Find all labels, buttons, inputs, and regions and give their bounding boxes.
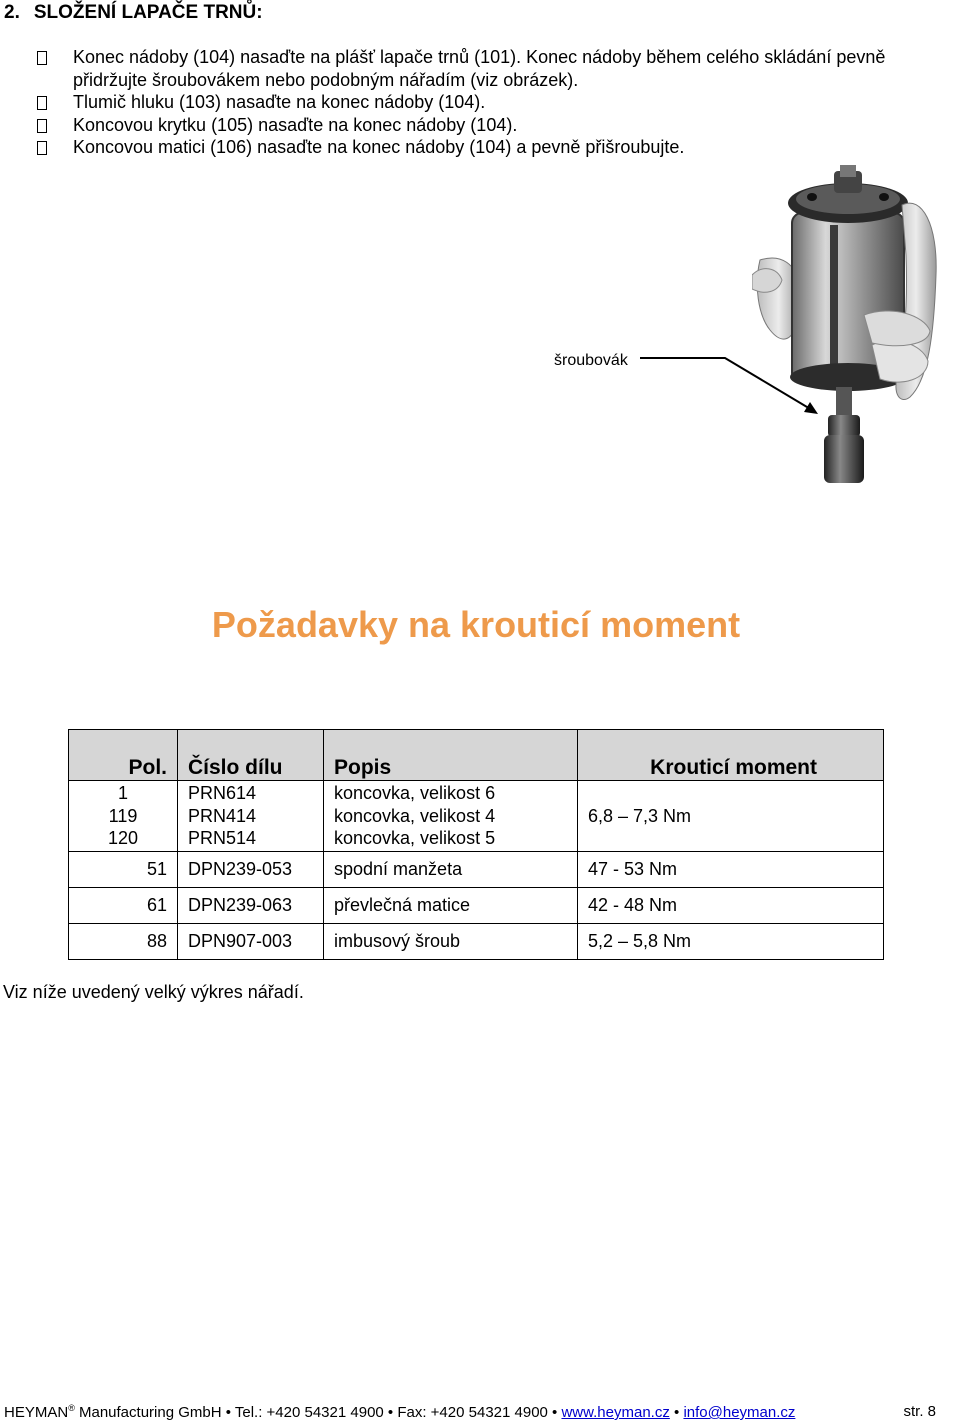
list-item [0, 46, 960, 91]
footer-separator: • [669, 1404, 684, 1421]
registered-mark: ® [68, 1403, 75, 1413]
cell-part: DPN907-003 [178, 924, 324, 960]
cell-value: PRN514 [188, 828, 257, 849]
cell-value: 119 [108, 805, 138, 826]
cell-value: koncovka, velikost 6 [334, 783, 496, 804]
page-number: str. 8 [903, 1403, 936, 1420]
footer-contact: Manufacturing GmbH • Tel.: +420 54321 4900 • Fax: +420 54321 4900 • [74, 1404, 562, 1421]
cell-value: 1 [117, 783, 128, 804]
step-text-line: Koncovou matici (106) nasaďte na konec nádoby (104) a pevně přišroubujte. [73, 137, 685, 157]
cell-value: PRN414 [188, 805, 257, 826]
step-text-line: přidržujte šroubovákem nebo podobným nářadím (viz obrázek). [73, 69, 579, 90]
checkbox-bullet-icon [37, 141, 47, 155]
section-heading [4, 2, 263, 24]
screwdriver-callout-label: šroubovák [554, 352, 628, 369]
cell-value: PRN614 [188, 783, 257, 804]
cell-value: koncovka, velikost 5 [334, 828, 496, 849]
cell-part: DPN239-053 [178, 852, 324, 888]
cell-torque: 42 - 48 Nm [578, 888, 884, 924]
cell-value: koncovka, velikost 4 [334, 805, 496, 826]
cell-pol: 51 [69, 852, 178, 888]
drawing-note: Viz níže uvedený velký výkres nářadí. [3, 982, 304, 1002]
table-row [69, 781, 884, 852]
checkbox-bullet-icon [37, 51, 47, 65]
page-footer [4, 1403, 944, 1421]
cell-desc: imbusový šroub [324, 924, 578, 960]
table-row [69, 852, 884, 888]
cell-pol: 61 [69, 888, 178, 924]
cell-desc: spodní manžeta [324, 852, 578, 888]
checkbox-bullet-icon [37, 96, 47, 110]
section-heading-title: SLOŽENÍ LAPAČE TRNŮ: [33, 2, 263, 23]
step-text-line: Koncovou krytku (105) nasaďte na konec nádoby (104). [73, 114, 518, 135]
footer-web-link[interactable]: www.heyman.cz [561, 1404, 670, 1421]
cell-torque: 5,2 – 5,8 Nm [578, 924, 884, 960]
step-text-line: Tlumič hluku (103) nasaďte na konec nádoby (104). [73, 92, 486, 112]
cell-desc: převlečná matice [324, 888, 578, 924]
step-text-line: Konec nádoby (104) nasaďte na plášť lapače trnů (101). Konec nádoby během celého skládání pevně [73, 47, 886, 67]
column-header-desc: Popis [324, 730, 578, 781]
column-header-torque: Krouticí moment [578, 730, 884, 781]
cell-pol: 88 [69, 924, 178, 960]
torque-table [68, 729, 884, 960]
cell-part [178, 781, 324, 852]
column-header-pol: Pol. [69, 730, 178, 781]
checkbox-bullet-icon [37, 119, 47, 133]
cell-torque: 6,8 – 7,3 Nm [578, 781, 884, 852]
footer-company: HEYMAN [4, 1404, 69, 1421]
assembly-steps [0, 46, 960, 159]
table-row [69, 888, 884, 924]
table-row [69, 924, 884, 960]
column-header-part: Číslo dílu [178, 730, 324, 781]
list-item [0, 136, 960, 159]
table-header-row [69, 730, 884, 781]
cell-pol [69, 781, 178, 852]
footer-email-link[interactable]: info@heyman.cz [683, 1404, 796, 1421]
torque-section-title: Požadavky na krouticí moment [211, 604, 741, 645]
list-item [0, 91, 960, 114]
cell-desc [324, 781, 578, 852]
cell-value: 120 [107, 828, 139, 849]
list-item [0, 114, 960, 137]
assembly-photo [752, 165, 942, 483]
cell-torque: 47 - 53 Nm [578, 852, 884, 888]
section-number: 2. [4, 2, 20, 23]
cell-part: DPN239-063 [178, 888, 324, 924]
